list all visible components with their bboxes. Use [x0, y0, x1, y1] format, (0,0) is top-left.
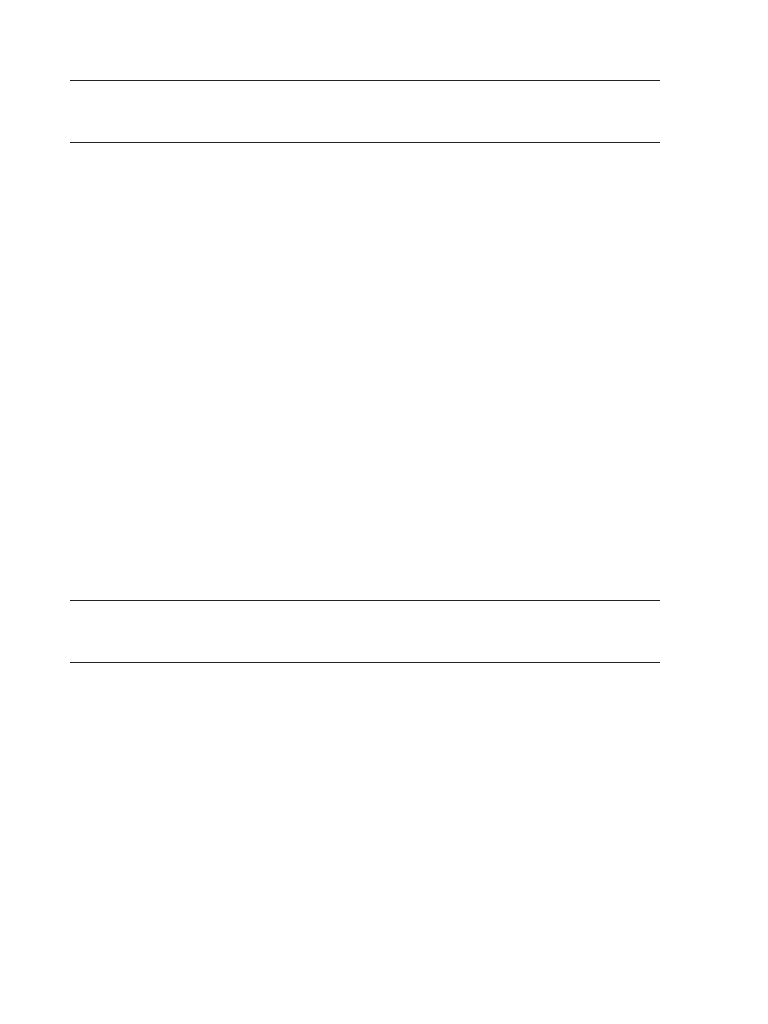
top-rule: [70, 600, 660, 601]
page-984: [0, 512, 768, 1024]
table-caption: [70, 66, 79, 77]
top-rule: [70, 80, 660, 81]
header-rule: [70, 142, 660, 143]
header-rule: [70, 662, 660, 663]
table-caption: [70, 586, 79, 596]
